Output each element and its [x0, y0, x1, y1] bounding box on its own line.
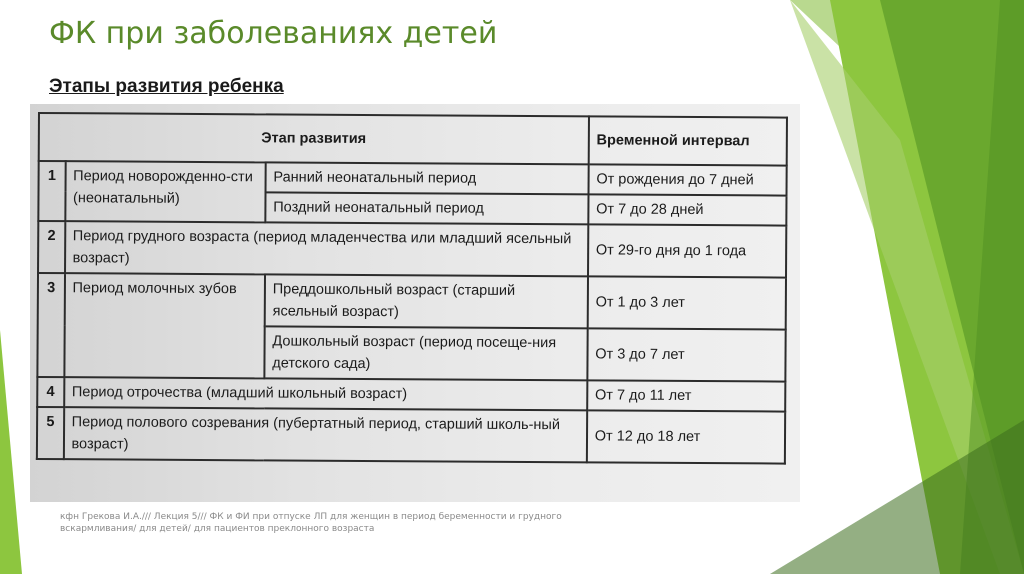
- interval-cell: От 7 до 28 дней: [588, 194, 786, 225]
- table-row: [38, 273, 786, 330]
- period-cell: Период грудного возраста (период младенчества или младший ясельный возраст): [65, 221, 588, 276]
- row-number: 5: [37, 407, 64, 459]
- header-stage: Этап развития: [39, 113, 589, 164]
- development-stages-table: [36, 112, 788, 465]
- subperiod-cell: Ранний неонатальный период: [265, 162, 588, 194]
- period-cell: Период молочных зубов: [64, 273, 265, 378]
- subperiod-cell: Дошкольный возраст (период посеще-ния детского сада): [264, 326, 587, 380]
- table-row: [37, 407, 785, 464]
- lecture-footnote: кфн Грекова И.А./// Лекция 5/// ФК и ФИ при отпуске ЛП для женщин в период беременности и грудного вскармливания/ для детей/ для пациентов преклонного возраста: [60, 512, 562, 534]
- table-header-row: [39, 113, 787, 166]
- interval-cell: От 1 до 3 лет: [587, 276, 786, 329]
- row-number: 3: [37, 273, 64, 377]
- interval-cell: От 7 до 11 лет: [587, 380, 785, 411]
- table-row: [38, 221, 786, 278]
- interval-cell: От рождения до 7 дней: [588, 164, 786, 195]
- period-cell: Период полового созревания (пубертатный период, старший школь-ный возраст): [63, 407, 586, 462]
- period-cell: Период новорожденно-сти (неонатальный): [65, 161, 266, 222]
- header-interval: Временной интервал: [588, 116, 787, 165]
- interval-cell: От 29-го дня до 1 года: [588, 224, 787, 277]
- slide-subtitle: Этапы развития ребенка: [49, 76, 284, 97]
- row-number: 2: [38, 221, 65, 273]
- interval-cell: От 3 до 7 лет: [587, 328, 786, 381]
- row-number: 4: [37, 377, 64, 407]
- interval-cell: От 12 до 18 лет: [587, 410, 786, 463]
- row-number: 1: [38, 161, 65, 221]
- period-cell: Период отрочества (младший школьный возраст): [64, 377, 587, 410]
- subperiod-cell: Преддошкольный возраст (старший ясельный возраст): [265, 274, 588, 328]
- subperiod-cell: Поздний неонатальный период: [265, 192, 588, 224]
- table-row: [37, 377, 785, 412]
- slide-title: ФК при заболеваниях детей: [49, 16, 498, 51]
- table-row: [39, 161, 787, 196]
